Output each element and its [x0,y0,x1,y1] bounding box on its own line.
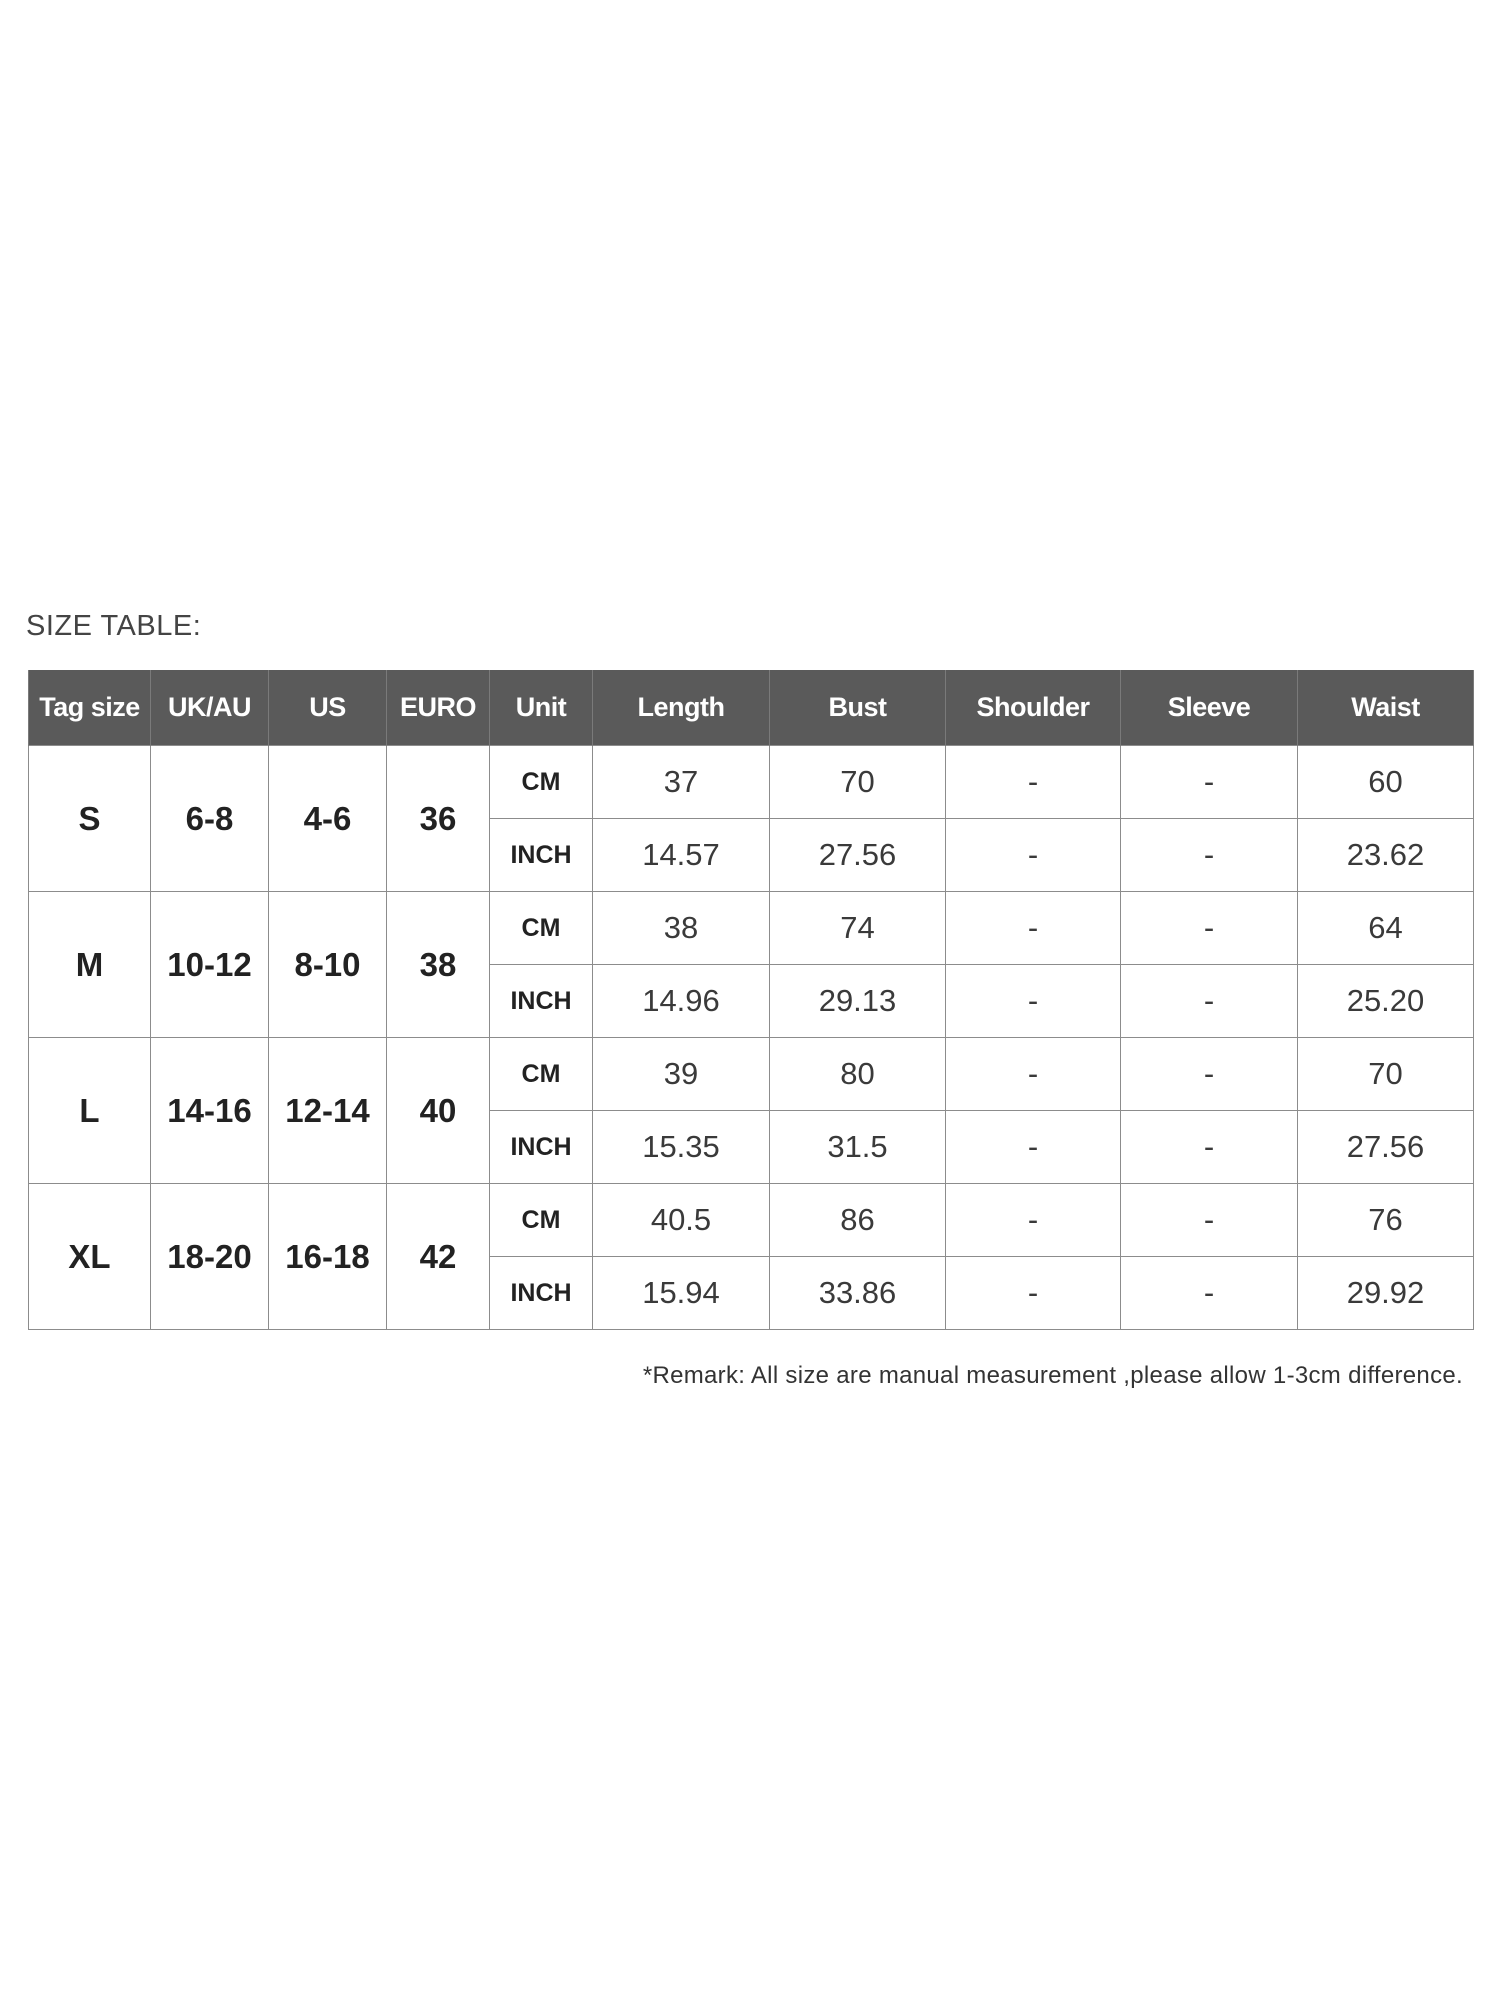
waist-cell: 23.62 [1298,819,1474,892]
length-cell: 14.57 [593,819,770,892]
bust-cell: 33.86 [770,1257,946,1330]
waist-cell: 29.92 [1298,1257,1474,1330]
header-sleeve: Sleeve [1121,670,1298,746]
us-cell: 4-6 [269,746,387,892]
shoulder-cell: - [946,1038,1121,1111]
shoulder-cell: - [946,1184,1121,1257]
euro-cell: 42 [387,1184,490,1330]
unit-cell: INCH [490,965,593,1038]
sleeve-cell: - [1121,892,1298,965]
uk-au-cell: 6-8 [151,746,269,892]
length-cell: 40.5 [593,1184,770,1257]
header-uk-au: UK/AU [151,670,269,746]
table-row [29,1038,1474,1111]
length-cell: 39 [593,1038,770,1111]
table-row [29,1184,1474,1257]
remark-note: *Remark: All size are manual measurement ,please allow 1-3cm difference. [642,1362,1463,1389]
header-row [29,670,1474,746]
waist-cell: 64 [1298,892,1474,965]
header-us: US [269,670,387,746]
sleeve-cell: - [1121,965,1298,1038]
length-cell: 38 [593,892,770,965]
sleeve-cell: - [1121,1111,1298,1184]
bust-cell: 86 [770,1184,946,1257]
table-row [29,892,1474,965]
bust-cell: 80 [770,1038,946,1111]
shoulder-cell: - [946,892,1121,965]
header-waist: Waist [1298,670,1474,746]
unit-cell: CM [490,1038,593,1111]
us-cell: 8-10 [269,892,387,1038]
unit-cell: INCH [490,819,593,892]
euro-cell: 38 [387,892,490,1038]
size-table [28,670,1474,1330]
sleeve-cell: - [1121,746,1298,819]
shoulder-cell: - [946,746,1121,819]
shoulder-cell: - [946,1257,1121,1330]
length-cell: 14.96 [593,965,770,1038]
page-title: SIZE TABLE: [26,610,202,642]
sleeve-cell: - [1121,1257,1298,1330]
header-unit: Unit [490,670,593,746]
euro-cell: 36 [387,746,490,892]
shoulder-cell: - [946,1111,1121,1184]
us-cell: 16-18 [269,1184,387,1330]
length-cell: 15.94 [593,1257,770,1330]
euro-cell: 40 [387,1038,490,1184]
bust-cell: 29.13 [770,965,946,1038]
bust-cell: 70 [770,746,946,819]
bust-cell: 31.5 [770,1111,946,1184]
unit-cell: INCH [490,1257,593,1330]
unit-cell: CM [490,892,593,965]
waist-cell: 70 [1298,1038,1474,1111]
tag-size-cell: M [29,892,151,1038]
sleeve-cell: - [1121,1038,1298,1111]
unit-cell: CM [490,746,593,819]
unit-cell: CM [490,1184,593,1257]
sleeve-cell: - [1121,1184,1298,1257]
tag-size-cell: S [29,746,151,892]
header-length: Length [593,670,770,746]
waist-cell: 27.56 [1298,1111,1474,1184]
waist-cell: 76 [1298,1184,1474,1257]
uk-au-cell: 18-20 [151,1184,269,1330]
uk-au-cell: 10-12 [151,892,269,1038]
bust-cell: 74 [770,892,946,965]
header-tag-size: Tag size [29,670,151,746]
tag-size-cell: XL [29,1184,151,1330]
bust-cell: 27.56 [770,819,946,892]
header-shoulder: Shoulder [946,670,1121,746]
shoulder-cell: - [946,965,1121,1038]
table-row [29,746,1474,819]
shoulder-cell: - [946,819,1121,892]
sleeve-cell: - [1121,819,1298,892]
length-cell: 37 [593,746,770,819]
unit-cell: INCH [490,1111,593,1184]
us-cell: 12-14 [269,1038,387,1184]
header-bust: Bust [770,670,946,746]
length-cell: 15.35 [593,1111,770,1184]
waist-cell: 60 [1298,746,1474,819]
header-euro: EURO [387,670,490,746]
tag-size-cell: L [29,1038,151,1184]
uk-au-cell: 14-16 [151,1038,269,1184]
waist-cell: 25.20 [1298,965,1474,1038]
